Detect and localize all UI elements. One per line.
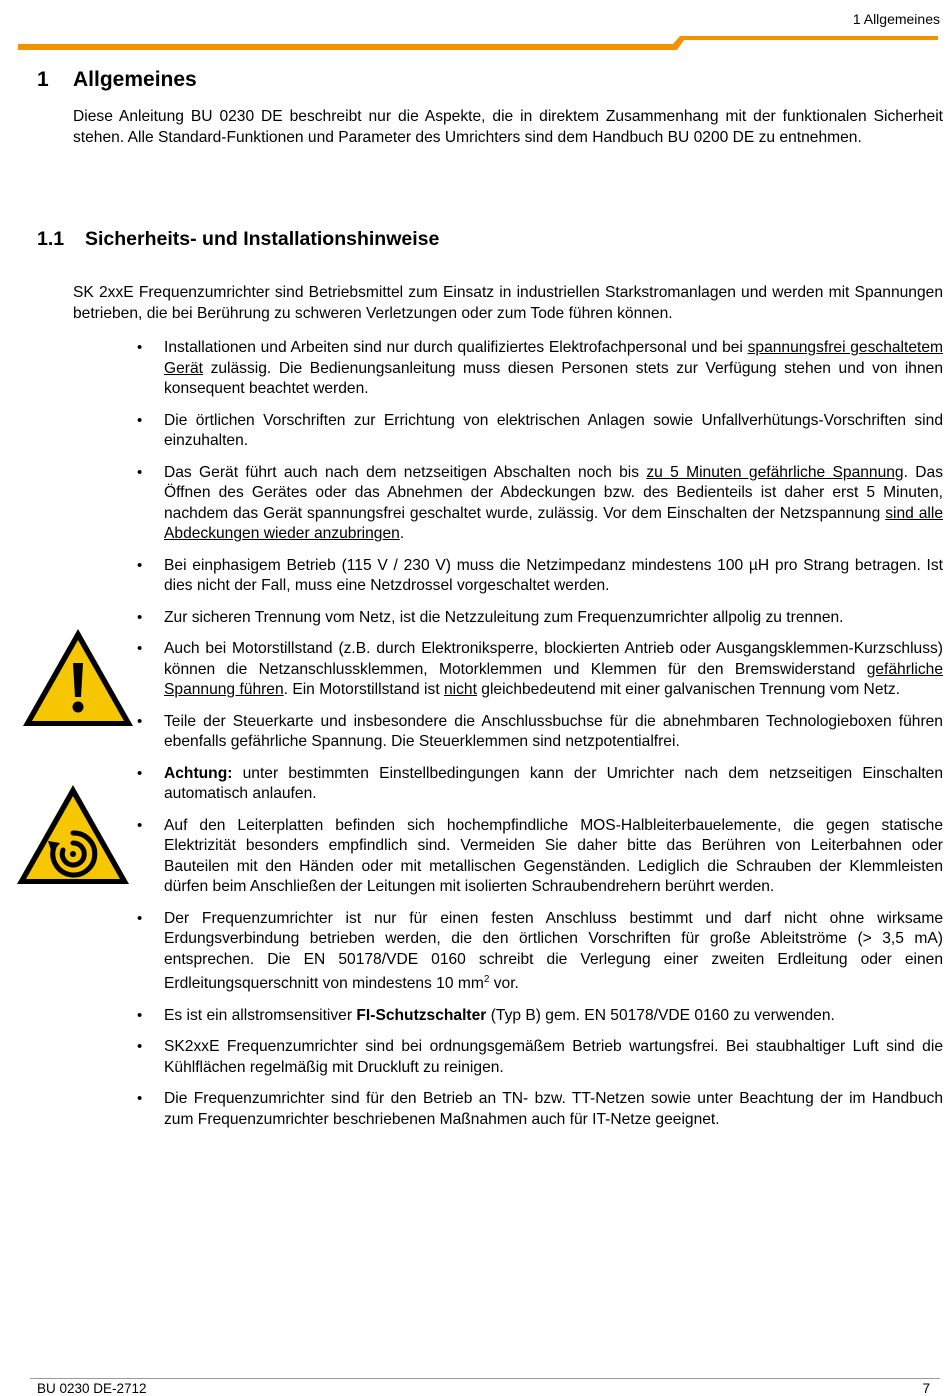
list-item: • Auch bei Motorstillstand (z.B. durch Elektroniksperre, blockierten Antrieb oder Ausgangsklemmen-Kurzschluss) können die Netzanschlussklemmen, Motorklemmen und Klemmen für den Bremswiderstand gefährliche Spannung führen. Ein Motorstillstand ist nicht gleichbedeutend mit einer galvanischen Trennung vom Netz. <box>73 639 943 701</box>
list-item: • Teile der Steuerkarte und insbesondere die Anschlussbuchse für die abnehmbaren Technologieboxen führen ebenfalls gefährliche Spannung. Die Steuerklemmen sind netzpotentialfrei. <box>73 712 943 753</box>
list-item: • Es ist ein allstromsensitiver FI-Schutzschalter (Typ B) gem. EN 50178/VDE 0160 zu verwenden. <box>73 1006 943 1027</box>
list-item: • Achtung: unter bestimmten Einstellbedingungen kann der Umrichter nach dem netzseitigen Einschalten automatisch anlaufen. <box>73 764 943 805</box>
list-item: • Die örtlichen Vorschriften zur Errichtung von elektrischen Anlagen sowie Unfallverhütungs-Vorschriften sind einzuhalten. <box>73 411 943 452</box>
footer-document-id: BU 0230 DE-2712 <box>37 1381 147 1396</box>
list-item: • SK2xxE Frequenzumrichter sind bei ordnungsgemäßem Betrieb wartungsfrei. Bei staubhaltiger Luft sind die Kühlflächen regelmäßig mit Druckluft zu reinigen. <box>73 1037 943 1078</box>
footer-divider <box>30 1378 940 1379</box>
warning-exclamation-icon <box>21 627 135 729</box>
section-heading: 1 Allgemeines <box>37 68 197 91</box>
list-item: • Installationen und Arbeiten sind nur durch qualifiziertes Elektrofachpersonal und bei spannungsfrei geschaltetem Gerät zulässig. Die Bedienungsanleitung muss diesen Personen stets zur Verfügung stehen und von ihnen konsequent beachtet werden. <box>73 338 943 400</box>
subsection-heading: 1.1 Sicherheits- und Installationshinweise <box>37 228 440 250</box>
page-number: 7 <box>922 1381 930 1396</box>
list-item: • Auf den Leiterplatten befinden sich hochempfindliche MOS-Halbleiterbauelemente, die gegen statische Elektrizität besonders empfindlich sind. Vermeiden Sie daher bitte das Berühren von Leiterbahnen oder Bauteilen mit den Händen oder mit metallischen Gegenständen. Lediglich die Schrauben der Klemmleisten dürfen beim Anschließen der Leitungen mit isolierten Schraubendrehern berührt werden. <box>73 816 943 898</box>
list-item: • Das Gerät führt auch nach dem netzseitigen Abschalten noch bis zu 5 Minuten gefährliche Spannung. Das Öffnen des Gerätes oder das Abnehmen der Abdeckungen bzw. des Bedienteils ist daher erst 5 Minuten, nachdem das Gerät spannungsfrei geschaltet wurde, zulässig. Vor dem Einschalten der Netzspannung sind alle Abdeckungen wieder anzubringen. <box>73 463 943 545</box>
running-header: 1 Allgemeines <box>852 11 940 27</box>
warning-automatic-start-icon <box>15 783 131 887</box>
list-item: • Die Frequenzumrichter sind für den Betrieb an TN- bzw. TT-Netzen sowie unter Beachtung der im Handbuch zum Frequenzumrichter beschriebenen Maßnahmen auch für IT-Netze geeignet. <box>73 1089 943 1130</box>
safety-instructions-list <box>73 338 943 1141</box>
header-accent-bar <box>18 36 938 54</box>
list-item: • Zur sicheren Trennung vom Netz, ist die Netzzuleitung zum Frequenzumrichter allpolig zu trennen. <box>73 608 943 629</box>
lead-paragraph: SK 2xxE Frequenzumrichter sind Betriebsmittel zum Einsatz in industriellen Starkstromanlagen und werden mit Spannungen betrieben, die bei Berührung zu schweren Verletzungen oder zum Tode führen können. <box>73 284 943 322</box>
list-item: • Bei einphasigem Betrieb (115 V / 230 V) muss die Netzimpedanz mindestens 100 µH pro Strang betragen. Ist dies nicht der Fall, muss eine Netzdrossel vorgeschaltet werden. <box>73 556 943 597</box>
list-item: • Der Frequenzumrichter ist nur für einen festen Anschluss bestimmt und darf nicht ohne wirksame Erdungsverbindung betrieben werden, die den örtlichen Vorschriften für große Ableitströme (> 3,5 mA) entsprechen. Die EN 50178/VDE 0160 schreibt die Verlegung einer zweiten Erdleitung oder einen Erdleitungsquerschnitt von mindestens 10 $mm^2$ vor. <box>73 909 943 995</box>
intro-paragraph: Diese Anleitung BU 0230 DE beschreibt nur die Aspekte, die in direktem Zusammenhang mit der funktionalen Sicherheit stehen. Alle Standard-Funktionen und Parameter des Umrichters sind dem Handbuch BU 0200 DE zu entnehmen. <box>73 108 943 146</box>
